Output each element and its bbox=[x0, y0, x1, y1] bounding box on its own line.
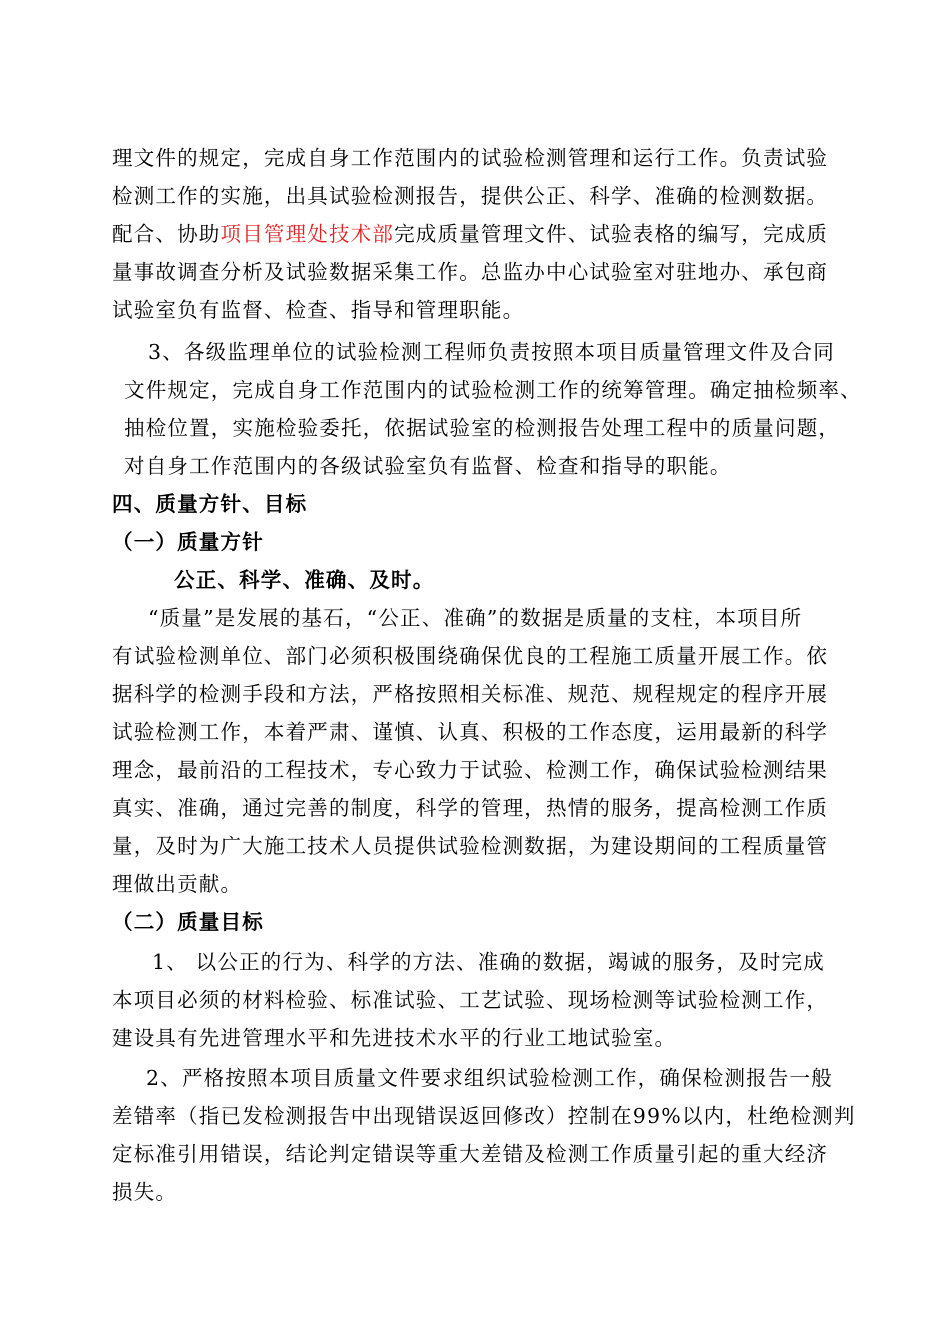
paragraph-1-line-2: 检测工作的实施，出具试验检测报告，提供公正、科学、准确的检测数据。 bbox=[112, 184, 829, 208]
goal-2-line-3: 定标准引用错误，结论判定错误等重大差错及检测工作质量引起的重大经济 bbox=[112, 1142, 829, 1166]
section-heading-quality-policy-goals: 四、质量方针、目标 bbox=[112, 492, 308, 516]
paragraph-3-line-3: 据科学的检测手段和方法，严格按照相关标准、规范、规程规定的程序开展 bbox=[112, 682, 829, 706]
paragraph-2-line-4: 对自身工作范围内的各级试验室负有监督、检查和指导的职能。 bbox=[124, 454, 732, 478]
goal-2-line-4: 损失。 bbox=[112, 1180, 178, 1204]
paragraph-1-line-1: 理文件的规定，完成自身工作范围内的试验检测管理和运行工作。负责试验 bbox=[112, 146, 829, 170]
paragraph-3-line-7: 量，及时为广大施工技术人员提供试验检测数据，为建设期间的工程质量管 bbox=[112, 834, 829, 858]
subsection-heading-quality-policy: （一）质量方针 bbox=[112, 530, 264, 554]
goal-2-line-2: 差错率（指已发检测报告中出现错误返回修改）控制在99%以内，杜绝检测判 bbox=[112, 1104, 856, 1128]
goal-1-line-1: 1、 以公正的行为、科学的方法、准确的数据，竭诚的服务，及时完成 bbox=[152, 950, 825, 974]
paragraph-3-line-4: 试验检测工作，本着严肃、谨慎、认真、积极的工作态度，运用最新的科学 bbox=[112, 720, 829, 744]
paragraph-2-line-2: 文件规定，完成自身工作范围内的试验检测工作的统筹管理。确定抽检频率、 bbox=[124, 378, 862, 402]
paragraph-1-line-4: 量事故调查分析及试验数据采集工作。总监办中心试验室对驻地办、承包商 bbox=[112, 260, 829, 284]
paragraph-1-line-3 bbox=[112, 222, 828, 246]
paragraph-2-line-3: 抽检位置，实施检验委托，依据试验室的检测报告处理工程中的质量问题， bbox=[124, 416, 841, 440]
paragraph-3-line-2: 有试验检测单位、部门必须积极围绕确保优良的工程施工质量开展工作。依 bbox=[112, 644, 829, 668]
highlighted-department: 项目管理处技术部 bbox=[220, 222, 395, 246]
paragraph-3-line-6: 真实、准确，通过完善的制度，科学的管理，热情的服务，提高检测工作质 bbox=[112, 796, 829, 820]
paragraph-3-line-8: 理做出贡献。 bbox=[112, 872, 243, 896]
goal-2-line-1: 2、严格按照本项目质量文件要求组织试验检测工作，确保检测报告一般 bbox=[146, 1066, 833, 1090]
paragraph-1-line-5: 试验室负有监督、检查、指导和管理职能。 bbox=[112, 298, 525, 322]
policy-statement: 公正、科学、准确、及时。 bbox=[174, 568, 435, 592]
goal-1-line-2: 本项目必须的材料检验、标准试验、工艺试验、现场检测等试验检测工作， bbox=[112, 988, 829, 1012]
paragraph-2-line-1: 3、各级监理单位的试验检测工程师负责按照本项目质量管理文件及合同 bbox=[148, 340, 835, 364]
line-3-after-text: 完成质量管理文件、试验表格的编写，完成质 bbox=[394, 222, 829, 246]
subsection-heading-quality-goals: （二）质量目标 bbox=[112, 910, 264, 934]
goal-1-line-3: 建设具有先进管理水平和先进技术水平的行业工地试验室。 bbox=[112, 1026, 677, 1050]
line-3-before-text: 配合、协助 bbox=[112, 222, 221, 246]
paragraph-3-line-5: 理念，最前沿的工程技术，专心致力于试验、检测工作，确保试验检测结果 bbox=[112, 758, 829, 782]
paragraph-3-line-1: “质量”是发展的基石，“公正、准确”的数据是质量的支柱，本项目所 bbox=[148, 606, 803, 630]
